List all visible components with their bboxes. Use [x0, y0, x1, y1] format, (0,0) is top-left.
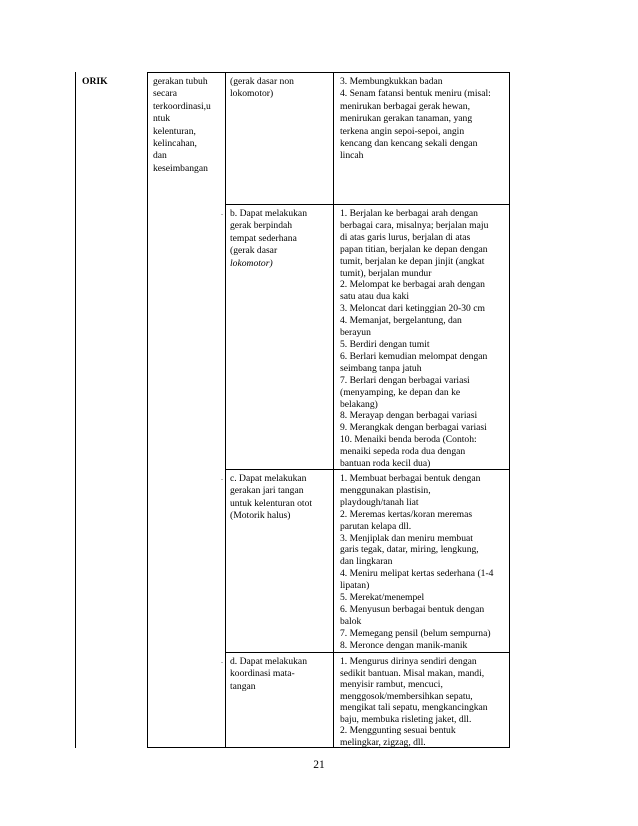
competency-line: (gerak dasar: [230, 245, 278, 257]
indicator-line: terkena angin sepoi-sepoi, angin: [340, 125, 465, 137]
competency-line: b. Dapat melakukan: [230, 208, 307, 219]
indicator-line: 7. Berlari dengan berbagai variasi: [340, 374, 470, 386]
aspect-label: [82, 76, 108, 88]
indicator-line: 6. Menyusun berbagai bentuk dengan: [340, 603, 485, 615]
indicator-cell: [340, 656, 488, 748]
indicator-line: (menyamping, ke depan dan ke: [340, 386, 461, 398]
indicator-line: satu atau dua kaki: [340, 291, 409, 303]
aspect-label-text: ORIK: [82, 76, 108, 87]
row-marker: .: [221, 656, 223, 665]
competency-line: gerakan jari tangan: [230, 485, 304, 497]
indicator-line: berbagai cara, misalnya; berjalan maju: [340, 219, 489, 231]
competency-line: lokomotor): [230, 257, 273, 269]
indicator-line: 8. Meronce dengan manik-manik: [340, 639, 468, 651]
indicator-line: menirukan gerakan tanaman, yang: [340, 113, 473, 125]
indicator-line: 3. Meloncat dari ketinggian 20-30 cm: [340, 303, 485, 315]
indicator-line: menggunakan plastisin,: [340, 484, 431, 496]
indicator-line: melingkar, zigzag, dll.: [340, 736, 426, 748]
indicator-line: tumit, berjalan ke depan jinjit (angkat: [340, 255, 485, 267]
scope-line: terkoordinasi,u: [153, 100, 211, 112]
table-divider-3: [333, 72, 334, 748]
indicator-line: 2. Melompat ke berbagai arah dengan: [340, 279, 485, 291]
table-divider-1: [147, 72, 148, 748]
indicator-line: baju, membuka risleting jaket, dll.: [340, 713, 472, 725]
scope-line: secara: [153, 88, 177, 100]
indicator-line: tumit), berjalan mundur: [340, 267, 432, 279]
indicator-line: 5. Berdiri dengan tumit: [340, 338, 430, 350]
table-divider-2: [225, 72, 226, 748]
indicator-line: 9. Merangkak dengan berbagai variasi: [340, 422, 487, 434]
row-marker: .: [221, 473, 223, 482]
indicator-line: berayun: [340, 327, 371, 339]
indicator-line: 3. Membungkukkan badan: [340, 76, 443, 87]
indicator-line: 2. Menggunting sesuai bentuk: [340, 725, 456, 736]
competency-line: tempat sederhana: [230, 232, 297, 244]
scope-line: kelincahan,: [153, 138, 197, 150]
indicator-line: menaiki sepeda roda dua dengan: [340, 446, 466, 458]
indicator-line: 10. Menaiki benda beroda (Contoh:: [340, 434, 477, 446]
scope-cell: [153, 76, 211, 175]
row-divider-3: [225, 652, 510, 653]
scope-line: gerakan tubuh: [153, 76, 208, 87]
competency-line: tangan: [230, 680, 256, 692]
indicator-cell: [340, 208, 488, 470]
competency-cell: [230, 208, 307, 270]
indicator-line: menggosok/membersihkan sepatu,: [340, 690, 473, 702]
competency-cell: [230, 656, 307, 693]
competency-line: untuk kelenturan otot: [230, 497, 313, 509]
indicator-line: dan lingkaran: [340, 556, 393, 568]
competency-line: (gerak dasar non: [230, 76, 294, 87]
indicator-line: belakang): [340, 398, 378, 410]
scope-line: dan: [153, 150, 167, 162]
indicator-line: parutan kelapa dll.: [340, 520, 412, 532]
indicator-line: sedikit bantuan. Misal makan, mandi,: [340, 667, 485, 679]
table-right-border: [509, 72, 510, 748]
row-marker: .: [221, 208, 223, 217]
indicator-line: mengikat tali sepatu, mengkancingkan: [340, 702, 488, 713]
row-divider-1: [225, 204, 510, 205]
indicator-line: papan titian, berjalan ke depan dengan: [340, 243, 488, 255]
scope-line: ntuk: [153, 113, 171, 125]
competency-line: d. Dapat melakukan: [230, 656, 307, 667]
indicator-line: 2. Meremas kertas/koran meremas: [340, 508, 473, 520]
competency-line: c. Dapat melakukan: [230, 473, 307, 484]
indicator-line: lincah: [340, 150, 364, 162]
indicator-line: 6. Berlari kemudian melompat dengan: [340, 350, 488, 362]
competency-cell: [230, 473, 312, 523]
indicator-line: bantuan roda kecil dua): [340, 458, 431, 470]
table-left-border: [75, 72, 76, 748]
scope-line: keseimbangan: [153, 162, 208, 174]
indicator-line: 8. Merayap dengan berbagai variasi: [340, 410, 478, 422]
table-top-border: [147, 72, 510, 73]
indicator-line: garis tegak, datar, miring, lengkung,: [340, 544, 479, 556]
indicator-line: 1. Berjalan ke berbagai arah dengan: [340, 208, 478, 219]
indicator-line: menyisir rambut, mencuci,: [340, 679, 443, 690]
indicator-line: playdough/tanah liat: [340, 496, 419, 508]
indicator-line: 4. Meniru melipat kertas sederhana (1-4: [340, 568, 494, 580]
indicator-line: 3. Menjiplak dan meniru membuat: [340, 532, 473, 544]
competency-line: koordinasi mata-: [230, 668, 295, 680]
page-number: 21: [313, 759, 325, 771]
indicator-line: balok: [340, 615, 362, 627]
indicator-line: 1. Membuat berbagai bentuk dengan: [340, 473, 481, 484]
competency-line: lokomotor): [230, 88, 274, 100]
indicator-cell: [340, 473, 493, 652]
indicator-line: menirukan berbagai gerak hewan,: [340, 100, 470, 112]
indicator-line: 7. Memegang pensil (belum sempurna): [340, 627, 491, 639]
indicator-line: kencang dan kencang sekali dengan: [340, 138, 478, 150]
competency-line: gerak berpindah: [230, 220, 293, 232]
competency-line: (Motorik halus): [230, 510, 291, 522]
indicator-line: 5. Merekat/menempel: [340, 592, 425, 604]
indicator-line: 4. Memanjat, bergelantung, dan: [340, 315, 462, 327]
indicator-line: seimbang tanpa jatuh: [340, 362, 422, 374]
indicator-line: 1. Mengurus dirinya sendiri dengan: [340, 656, 477, 667]
indicator-line: lipatan): [340, 580, 370, 592]
indicator-cell: [340, 76, 491, 163]
competency-cell: [230, 76, 294, 101]
indicator-line: 4. Senam fatansi bentuk meniru (misal:: [340, 88, 491, 100]
indicator-line: di atas garis lurus, berjalan di atas: [340, 231, 471, 243]
scope-line: kelenturan,: [153, 125, 196, 137]
